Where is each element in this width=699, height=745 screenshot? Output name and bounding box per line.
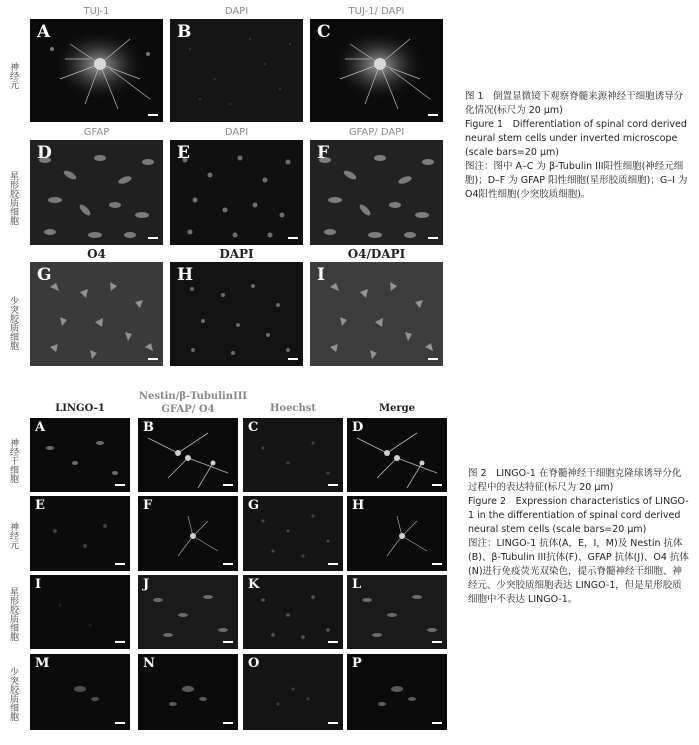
scale-bar xyxy=(223,484,233,486)
scale-bar xyxy=(115,484,125,486)
fig1-col-header: GFAP/ DAPI xyxy=(348,127,405,138)
micrograph-panel xyxy=(30,418,130,492)
fig1-row-label: 少突胶质细胞 xyxy=(8,295,18,350)
panel-letter: C xyxy=(248,420,259,435)
fig1-col-header: TUJ-1/ DAPI xyxy=(348,6,405,17)
caption-cn-title: 图 2 LINGO-1 在脊髓神经干细胞克隆球诱导分化过程中的表达特征(标尺为 20 μm) xyxy=(468,468,682,493)
fig2-col-header: LINGO-1 xyxy=(55,403,105,414)
micrograph-panel xyxy=(243,496,343,571)
panel-letter: I xyxy=(35,577,42,592)
scale-bar xyxy=(115,563,125,565)
panel-letter: P xyxy=(352,656,362,671)
scale-bar xyxy=(432,641,442,643)
panel-letter: J xyxy=(143,577,150,592)
panel-letter: D xyxy=(352,420,364,435)
scale-bar xyxy=(432,563,442,565)
scale-bar xyxy=(288,237,298,239)
fig2-row-label: 神经干细胞 xyxy=(8,437,18,483)
scale-bar xyxy=(328,563,338,565)
scale-bar xyxy=(223,563,233,565)
scale-bar xyxy=(223,641,233,643)
panel-letter: L xyxy=(352,577,362,592)
panel-letter: G xyxy=(248,498,260,513)
micrograph-panel xyxy=(243,575,343,649)
figure-2-caption xyxy=(468,467,690,607)
fig1-col-header: DAPI xyxy=(219,247,254,261)
micrograph-panel xyxy=(138,418,238,492)
fig1-col-header: GFAP xyxy=(83,127,110,138)
scale-bar xyxy=(428,358,438,360)
fig2-row-label: 神经元 xyxy=(8,521,18,549)
micrograph-panel xyxy=(170,19,303,122)
micrograph-panel xyxy=(30,496,130,571)
panel-letter: N xyxy=(143,656,155,671)
micrograph-panel xyxy=(310,19,443,122)
scale-bar xyxy=(288,358,298,360)
panel-letter: B xyxy=(143,420,154,435)
fig2-row-label: 少突胶质细胞 xyxy=(8,667,18,721)
scale-bar xyxy=(328,484,338,486)
panel-letter: I xyxy=(317,265,325,285)
panel-letter: H xyxy=(352,498,365,513)
micrograph-panel xyxy=(138,654,238,730)
panel-letter: F xyxy=(143,498,153,513)
micrograph-panel xyxy=(138,575,238,649)
caption-note: 图注：图中 A–C 为 β-Tubulin III阳性细胞(神经元细胞)；D–F 为 GFAP 阳性细胞(星形胶质细胞)；G–I 为 O4阳性细胞(少突胶质细胞)。 xyxy=(465,161,688,200)
micrograph-panel xyxy=(30,19,163,122)
panel-letter: B xyxy=(177,22,192,42)
scale-bar xyxy=(115,722,125,724)
micrograph-panel xyxy=(347,496,447,571)
caption-note: 图注：LINGO-1 抗体(A，E，I，M)及 Nestin 抗体(B)、β-Tubulin III抗体(F)、GFAP 抗体(J)、O4 抗体(N)进行免疫荧光双染色，提示脊髓神经干细胞、神经元、少突胶质细胞表达 LINGO-1，但是星形胶质细胞中不表达 LINGO-1。 xyxy=(468,538,689,605)
scale-bar xyxy=(148,114,158,116)
fig1-row-label: 神经元 xyxy=(8,61,18,89)
scale-bar xyxy=(428,237,438,239)
fig2-col-header: Hoechst xyxy=(269,403,317,414)
panel-letter: M xyxy=(35,656,50,671)
fig2-row-label: 星形胶质细胞 xyxy=(8,587,18,641)
fig1-col-header: TUJ-1 xyxy=(83,6,110,17)
fig1-col-header: O4/DAPI xyxy=(347,247,406,261)
micrograph-panel xyxy=(170,140,303,245)
caption-en-title: Figure 1 Differentiation of spinal cord derived neural stem cells under inverted microscope (scale bars=20 μm) xyxy=(465,119,687,158)
caption-en-title: Figure 2 Expression characteristics of LINGO-1 in the differentiation of spinal cord derived neural stem cells (scale bars=20 μm) xyxy=(468,496,689,535)
fig2-col-header: GFAP/ O4 xyxy=(161,404,215,415)
fig1-col-header: DAPI xyxy=(224,127,249,138)
fig1-col-header: DAPI xyxy=(224,6,249,17)
panel-letter: A xyxy=(37,22,51,42)
micrograph-panel xyxy=(138,496,238,571)
scale-bar xyxy=(223,722,233,724)
micrograph-panel xyxy=(243,418,343,492)
panel-letter: K xyxy=(248,577,260,592)
micrograph-panel xyxy=(30,262,163,366)
panel-letter: G xyxy=(37,265,52,285)
panel-letter: O xyxy=(248,656,260,671)
scale-bar xyxy=(432,484,442,486)
micrograph-panel xyxy=(30,575,130,649)
micrograph-panel xyxy=(347,575,447,649)
micrograph-panel xyxy=(30,140,163,245)
scale-bar xyxy=(432,722,442,724)
panel-letter: C xyxy=(317,22,331,42)
micrograph-panel xyxy=(243,654,343,730)
fig2-col-header: Nestin/β-TubulinIII xyxy=(138,391,248,402)
fig2-col-header: Merge xyxy=(378,403,416,414)
panel-letter: F xyxy=(317,143,330,163)
figure-1-caption xyxy=(465,90,691,202)
micrograph-panel xyxy=(310,140,443,245)
micrograph-panel xyxy=(170,262,303,366)
panel-letter: E xyxy=(177,143,190,163)
panel-letter: D xyxy=(37,143,52,163)
scale-bar xyxy=(115,641,125,643)
panel-letter: A xyxy=(35,420,46,435)
scale-bar xyxy=(428,114,438,116)
panel-letter: E xyxy=(35,498,45,513)
scale-bar xyxy=(328,641,338,643)
scale-bar xyxy=(148,237,158,239)
micrograph-panel xyxy=(347,418,447,492)
caption-cn-title: 图 1 倒置显微镜下观察脊髓来源神经干细胞诱导分化情况(标尺为 20 μm) xyxy=(465,91,684,116)
scale-bar xyxy=(328,722,338,724)
fig1-row-label: 星形胶质细胞 xyxy=(8,170,18,225)
micrograph-panel xyxy=(347,654,447,730)
micrograph-panel xyxy=(310,262,443,366)
panel-letter: H xyxy=(177,265,194,285)
scale-bar xyxy=(148,358,158,360)
micrograph-panel xyxy=(30,654,130,730)
fig1-col-header: O4 xyxy=(87,247,106,261)
